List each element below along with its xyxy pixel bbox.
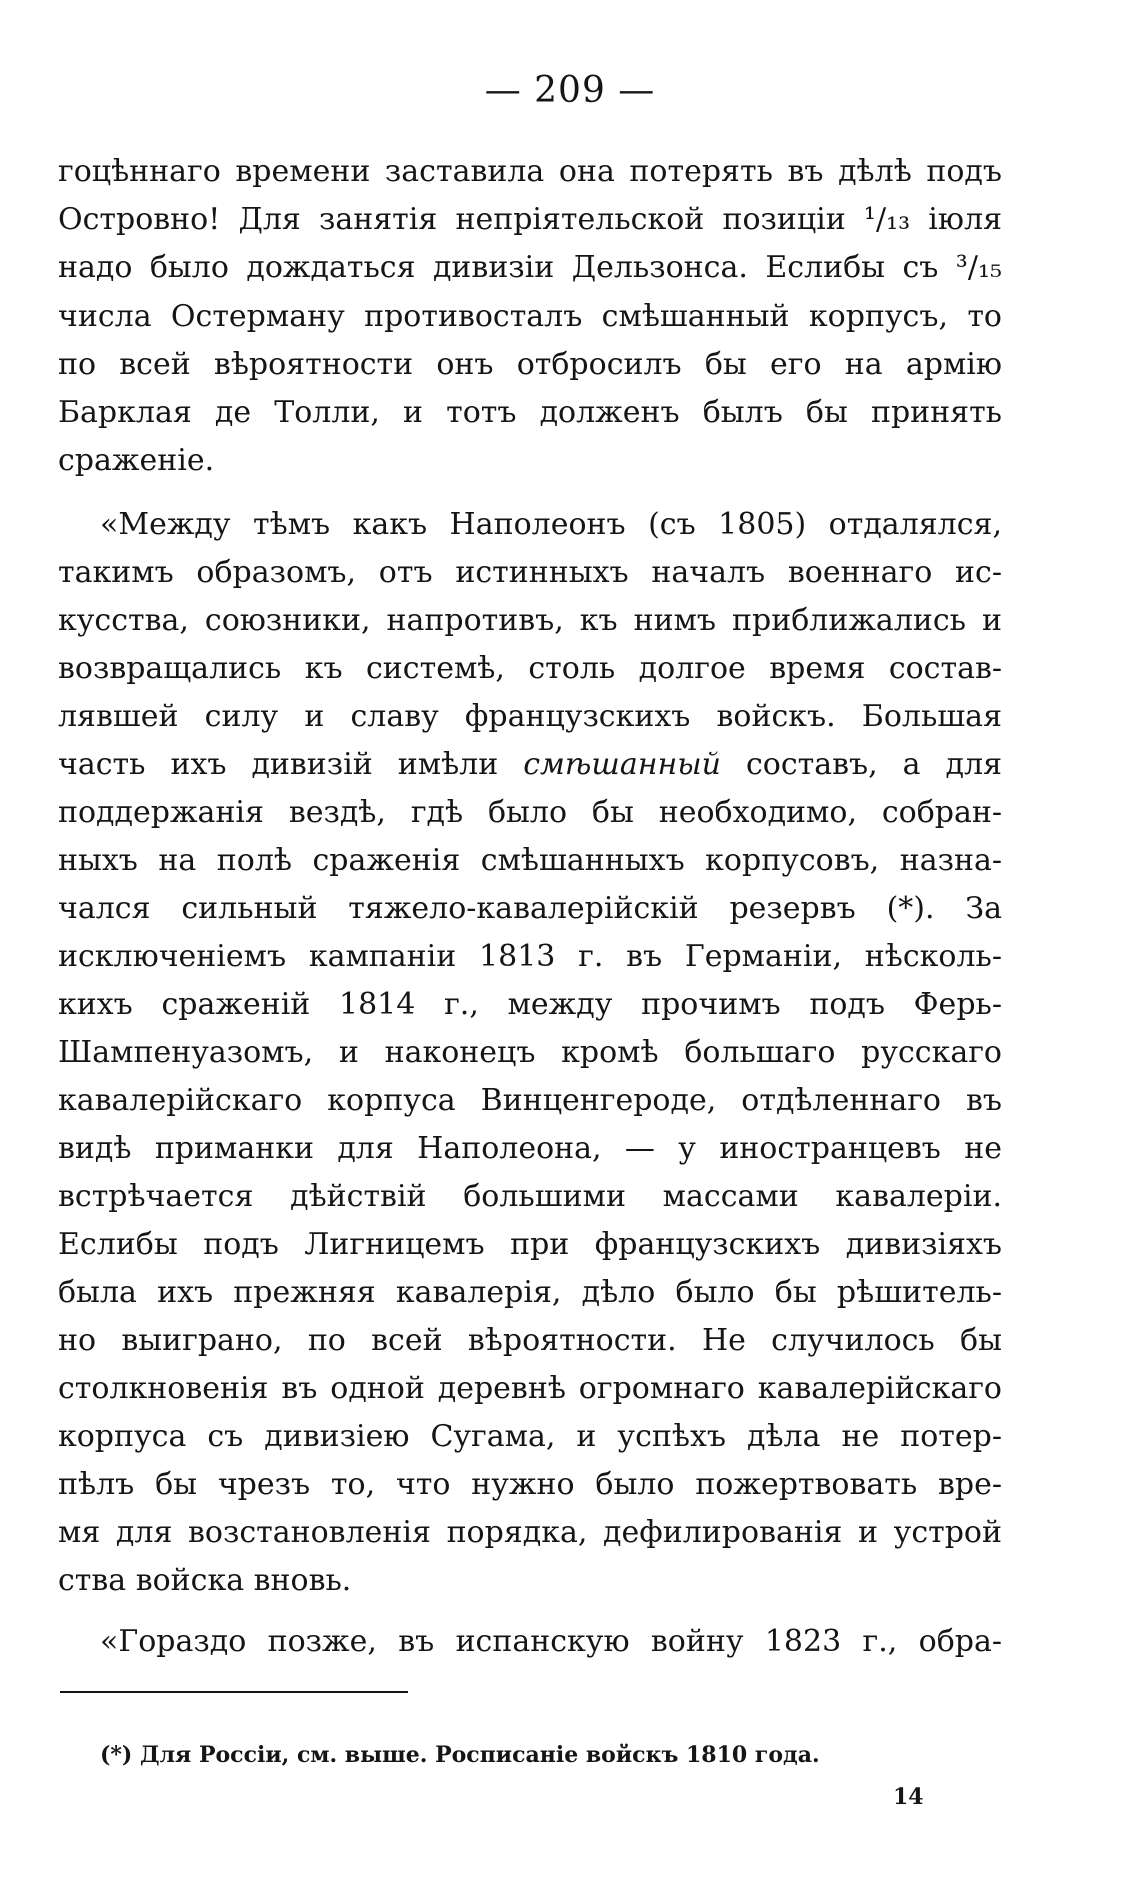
text-line-13-head: часть ихъ дивизій имѣли — [58, 747, 499, 782]
text-line-20: кавалерійскаго корпуса Винценгероде, отдѣленнаго въ — [58, 1083, 1002, 1118]
text-line-10: кусства, союзники, напротивъ, къ нимъ приближались и — [58, 603, 1002, 638]
text-line-12: лявшей силу и славу французскихъ войскъ. Большая — [58, 699, 1002, 734]
text-line-25: но выиграно, по всей вѣроятности. Не случилось бы — [58, 1323, 1002, 1358]
text-line-11: возвращались къ системѣ, столь долгое время состав- — [58, 651, 1002, 686]
text-line-30: ства войска вновь. — [58, 1563, 352, 1598]
italic-word: смѣшанный — [523, 747, 721, 782]
text-line-14: поддержанія вездѣ, гдѣ было бы необходимо, собран- — [58, 795, 1002, 830]
text-line-31: «Гораздо позже, въ испанскую войну 1823 г., обра- — [100, 1624, 1002, 1659]
text-line-29: мя для возстановленія порядка, дефилированія и устрой — [58, 1515, 1002, 1550]
text-line-13-tail: составъ, а для — [746, 747, 1003, 782]
text-line-27: корпуса съ дивизіею Сугама, и успѣхъ дѣла не потер- — [58, 1419, 1002, 1454]
text-line-18: кихъ сраженій 1814 г., между прочимъ подъ Ферь- — [58, 987, 1002, 1022]
text-line-26: столкновенія въ одной деревнѣ огромнаго кавалерійскаго — [58, 1371, 1002, 1406]
footnote: (*) Для Россіи, см. выше. Росписаніе войскъ 1810 года. — [100, 1742, 820, 1768]
text-line-17: исключеніемъ кампаніи 1813 г. въ Германіи, нѣсколь- — [58, 939, 1002, 974]
text-line-19: Шампенуазомъ, и наконецъ кромѣ большаго русскаго — [58, 1035, 1002, 1070]
text-line-28: пѣлъ бы чрезъ то, что нужно было пожертвовать вре- — [58, 1467, 1002, 1502]
text-line-06: Барклая де Толли, и тотъ долженъ былъ бы принять — [58, 395, 1002, 430]
text-line-05: по всей вѣроятности онъ отбросилъ бы его на армію — [58, 347, 1002, 382]
text-line-21: видѣ приманки для Наполеона, — у иностранцевъ не — [58, 1131, 1002, 1166]
text-line-13 — [58, 741, 1002, 789]
text-line-23: Еслибы подъ Лигницемъ при французскихъ дивизіяхъ — [58, 1227, 1002, 1262]
text-line-08: «Между тѣмъ какъ Наполеонъ (съ 1805) отдалялся, — [100, 507, 1002, 542]
page-number: — 209 — — [484, 70, 656, 111]
signature-mark: 14 — [893, 1784, 924, 1810]
text-line-16: чался сильный тяжело-кавалерійскій резервъ (*). За — [58, 891, 1002, 926]
text-line-02: Островно! Для занятія непріятельской позиціи ¹/₁₃ іюля — [58, 202, 1002, 237]
text-line-24: была ихъ прежняя кавалерія, дѣло было бы рѣшитель- — [58, 1275, 1002, 1310]
text-line-15: ныхъ на полѣ сраженія смѣшанныхъ корпусовъ, назна- — [58, 843, 1002, 878]
text-line-22: встрѣчается дѣйствій большими массами кавалеріи. — [58, 1179, 1002, 1214]
text-line-03: надо было дождаться дивизіи Дельзонса. Еслибы съ ³/₁₅ — [58, 250, 1002, 285]
footnote-rule — [60, 1691, 408, 1693]
text-line-04: числа Остерману противосталъ смѣшанный корпусъ, то — [58, 299, 1002, 334]
text-line-01: гоцѣннаго времени заставила она потерять въ дѣлѣ подъ — [58, 154, 1002, 189]
text-line-07: сраженіе. — [58, 443, 215, 478]
text-line-09: такимъ образомъ, отъ истинныхъ началъ военнаго ис- — [58, 555, 1002, 590]
